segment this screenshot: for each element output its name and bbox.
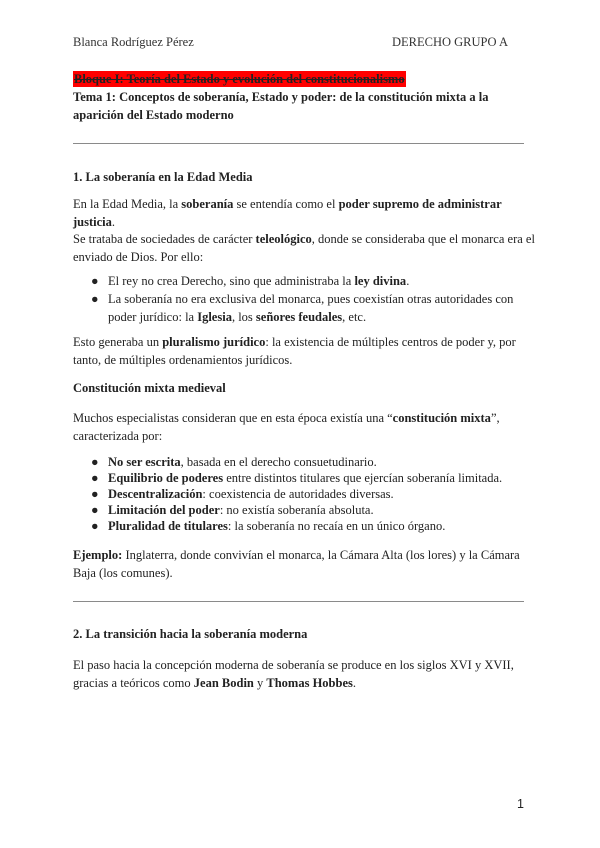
block-title-text: Bloque I: Teoría del Estado y evolución del constitucionalismo: [74, 72, 405, 86]
mixta-intro: Muchos especialistas consideran que en esta época existía una “constitución mixta”, caracterizada por:: [73, 411, 500, 443]
mixta-bullet-list: [73, 454, 535, 534]
list-item: ● Pluralidad de titulares: la soberanía no recaía en un único órgano.: [91, 519, 446, 533]
bullet-icon: ●: [91, 455, 99, 469]
bullet-icon: ●: [91, 471, 99, 485]
section1-bullet-list: [73, 272, 535, 326]
bullet-icon: ●: [91, 487, 99, 501]
header-author: Blanca Rodríguez Pérez: [73, 35, 194, 49]
divider: [73, 143, 524, 144]
tema-title: Tema 1: Conceptos de soberanía, Estado y poder: de la constitución mixta a la aparición del Estado moderno: [73, 90, 489, 122]
section2-heading: 2. La transición hacia la soberanía moderna: [73, 627, 308, 641]
section1-paragraph-1: En la Edad Media, la soberanía se entendía como el poder supremo de administrar justicia.: [73, 197, 502, 229]
section1-heading: 1. La soberanía en la Edad Media: [73, 170, 253, 184]
page-number: 1: [517, 797, 524, 811]
mixta-heading: Constitución mixta medieval: [73, 381, 226, 395]
block-title: [73, 71, 406, 87]
list-item: ● No ser escrita, basada en el derecho consuetudinario.: [91, 455, 377, 469]
list-item: ● El rey no crea Derecho, sino que administraba la ley divina.: [91, 274, 410, 288]
list-item: ● Equilibrio de poderes entre distintos titulares que ejercían soberanía limitada.: [91, 471, 503, 485]
header-course: DERECHO GRUPO A: [392, 35, 508, 49]
section1-paragraph-2: Se trataba de sociedades de carácter teleológico, donde se consideraba que el monarca era el enviado de Dios. Por ello:: [73, 232, 535, 264]
divider: [73, 601, 524, 602]
bullet-icon: ●: [91, 503, 99, 517]
mixta-example: Ejemplo: Inglaterra, donde convivían el monarca, la Cámara Alta (los lores) y la Cámara Baja (los comunes).: [73, 548, 520, 580]
list-item: ● Limitación del poder: no existía soberanía absoluta.: [91, 503, 374, 517]
section1-paragraph-3: Esto generaba un pluralismo jurídico: la existencia de múltiples centros de poder y, por tanto, de múltiples ordenamientos jurídicos.: [73, 335, 516, 367]
bullet-icon: ●: [91, 274, 99, 288]
bullet-icon: ●: [91, 292, 99, 306]
section2-paragraph-1: El paso hacia la concepción moderna de soberanía se produce en los siglos XVI y XVII, gracias a teóricos como Jean Bodin y Thomas Hobbes.: [73, 658, 514, 690]
list-item: ● La soberanía no era exclusiva del monarca, pues coexistían otras autoridades con poder jurídico: la Iglesia, los señores feudales, etc.: [91, 292, 514, 324]
list-item: ● Descentralización: coexistencia de autoridades diversas.: [91, 487, 394, 501]
bullet-icon: ●: [91, 519, 99, 533]
